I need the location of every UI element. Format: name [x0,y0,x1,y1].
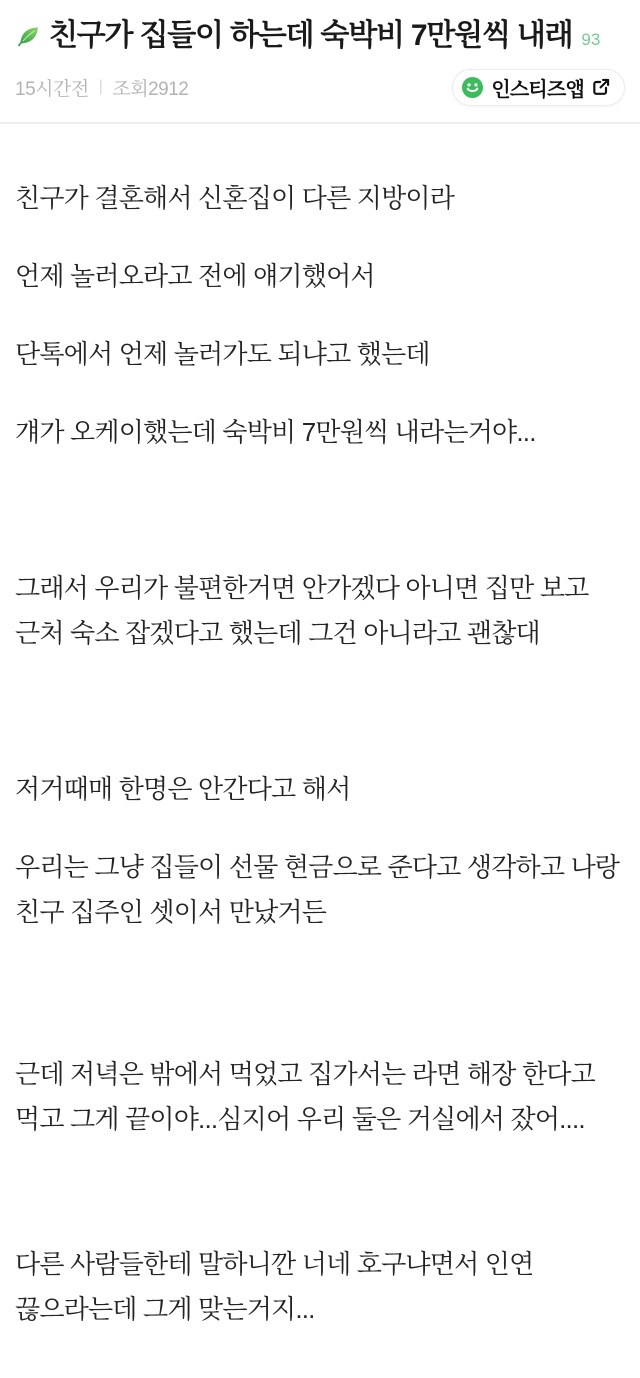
header-divider [0,122,640,124]
title-row [15,18,625,54]
post-paragraph: 그래서 우리가 불편한거면 안가겠다 아니면 집만 보고 근처 숙소 잡겠다고 했는데 그건 아니라고 괜찮대 [15,573,589,648]
post-header [0,0,640,106]
meta-separator: | [98,78,103,95]
instiz-app-button[interactable] [452,69,625,106]
post-meta [15,74,188,101]
meta-row [15,68,625,106]
post-paragraph: 근데 저녁은 밖에서 먹었고 집가서는 라면 해장 한다고 먹고 그게 끝이야...심지어 우리 둘은 거실에서 잤어.... [15,1059,595,1134]
post-paragraph: 다른 사람들한테 말하니깐 너네 호구냐면서 인연 끊으라는데 그게 맞는거지... [15,1249,534,1324]
post-paragraph: 걔가 오케이했는데 숙박비 7만원씩 내라는거야... [15,417,536,447]
post-paragraph: 우리는 그냥 집들이 선물 현금으로 준다고 생각하고 나랑 친구 집주인 셋이서 만났거든 [15,852,620,927]
view-count: 조회2912 [112,78,189,100]
post-paragraph: 단톡에서 언제 놀러가도 되냐고 했는데 [15,339,430,369]
smiley-icon [461,76,484,99]
post-time: 15시간전 [15,78,89,100]
app-button-label: 인스티즈앱 [491,78,584,101]
external-link-icon [591,77,611,97]
post-body [0,176,640,1332]
post-paragraph: 친구가 결혼해서 신혼집이 다른 지방이라 [15,183,455,213]
post-paragraph: 저거때매 한명은 안간다고 해서 [15,774,351,804]
leaf-icon [15,23,41,49]
post-paragraph: 언제 놀러오라고 전에 얘기했어서 [15,261,375,291]
comment-count-badge: 93 [581,30,601,49]
post-title: 친구가 집들이 하는데 숙박비 7만원씩 내래 [49,19,573,52]
